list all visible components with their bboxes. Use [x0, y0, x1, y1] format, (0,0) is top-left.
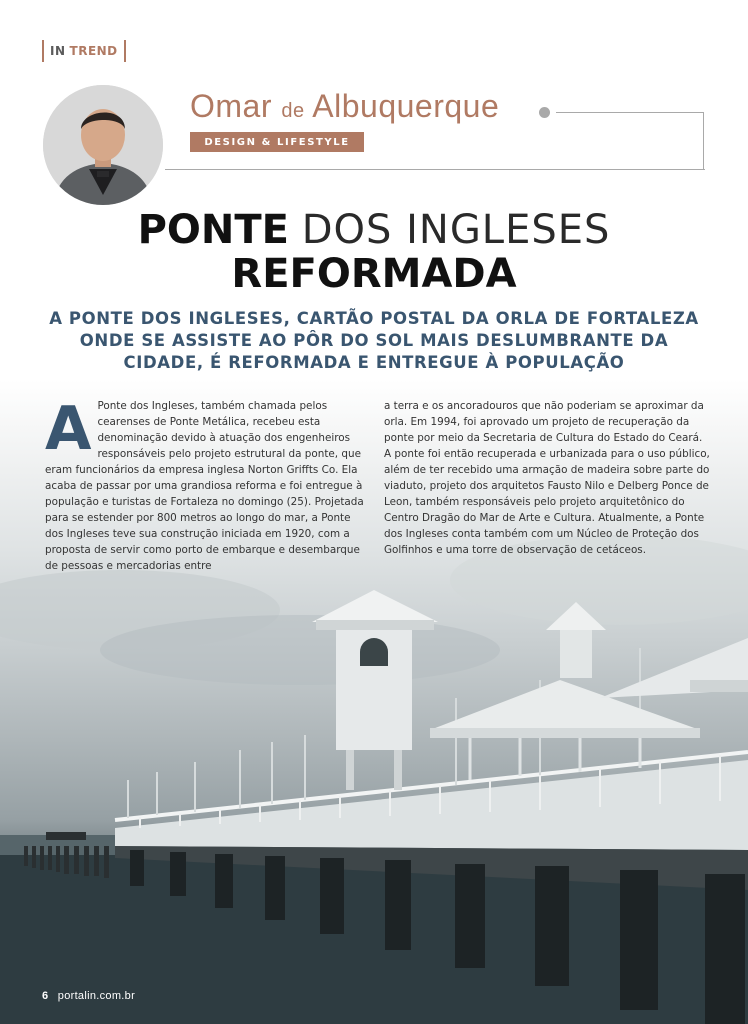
article-text-1: Ponte dos Ingleses, também chamada pelos cearenses de Ponte Metálica, recebeu esta denominação devido à atuação dos engenheiros responsáveis pelo projeto estrutural da ponte, que eram funcionários da empresa inglesa Norton Griffts Co. Ela acaba de passar por uma grandiosa reforma e foi entregue à população e turistas de Fortaleza no domingo (25). Projetada para se estender por 800 metros ao longo do mar, a Ponte dos Ingleses teve sua construção iniciada em 1920, com a proposta de servir como porto de embarque e desembarque de pessoas e mercadorias entre — [45, 400, 364, 572]
decorative-divider — [165, 169, 705, 170]
author-avatar — [43, 85, 163, 205]
column-tag: DESIGN & LIFESTYLE — [190, 132, 364, 152]
headline-bold: PONTE — [137, 207, 289, 253]
section-label — [42, 40, 126, 62]
page-footer — [42, 990, 135, 1002]
section-label-in: IN — [50, 44, 66, 58]
subheadline: A PONTE DOS INGLESES, CARTÃO POSTAL DA ORLA DE FORTALEZA ONDE SE ASSISTE AO PÔR DO SOL MAIS DESLUMBRANTE DA CIDADE, É REFORMADA E ENTREGUE À POPULAÇÃO — [49, 309, 699, 372]
author-first-name: Omar — [190, 88, 272, 124]
article-text-2: a terra e os ancoradouros que não poderiam se aproximar da orla. Em 1994, foi aprovado um projeto de recuperação da ponte por meio da Secretaria de Cultura do Estado do Ceará. A ponte foi então recuperada e urbanizada para o uso público, além de ter recebido uma armação de madeira sobre parte do viaduto, projeto dos arquitetos Fausto Nilo e Delberg Ponce de Leon, também responsáveis pelo projeto arquitetônico do Centro Dragão do Mar de Arte e Cultura. Atualmente, a Ponte dos Ingleses conta também com um Núcleo de Proteção dos Golfinhos e uma torre de observação de cetáceos. — [384, 400, 710, 556]
decorative-dot — [539, 107, 550, 118]
author-portrait-icon — [43, 85, 163, 205]
decorative-frame — [556, 112, 704, 170]
article-column-2 — [384, 398, 710, 558]
author-name-connector: de — [281, 100, 305, 122]
author-name — [190, 88, 499, 125]
section-label-trend: TREND — [69, 44, 118, 58]
headline-line2: REFORMADA — [231, 251, 517, 297]
page-number: 6 — [42, 990, 49, 1002]
article-column-1 — [45, 394, 367, 574]
author-last-name: Albuquerque — [312, 88, 500, 124]
headline — [0, 208, 748, 296]
drop-cap: A — [45, 394, 92, 464]
headline-light: DOS INGLESES — [301, 207, 611, 253]
site-url[interactable]: portalin.com.br — [57, 990, 136, 1002]
